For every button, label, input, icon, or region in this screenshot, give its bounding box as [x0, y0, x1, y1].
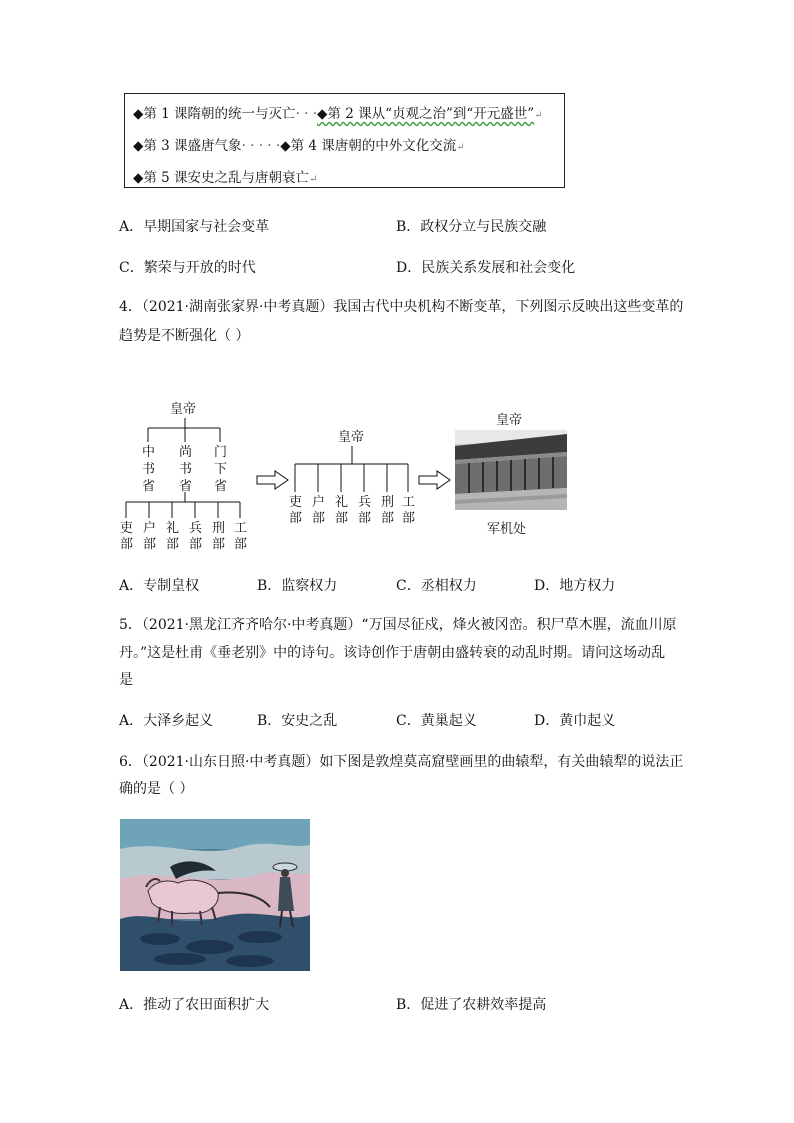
svg-text:书: 书	[179, 462, 193, 477]
svg-text:兵: 兵	[189, 521, 203, 536]
ellipsis: · · ·	[295, 106, 318, 122]
diagram-emperor-1: 皇帝	[170, 402, 197, 417]
diagram-emperor-3: 皇帝	[496, 413, 523, 428]
q4-option-a[interactable]: A．专制皇权	[119, 578, 200, 594]
svg-text:户: 户	[143, 521, 157, 536]
lesson-4: ◆第 4 课唐朝的中外文化交流	[280, 138, 457, 154]
q5-option-d[interactable]: D．黄巾起义	[534, 713, 616, 729]
svg-text:部: 部	[289, 511, 303, 526]
svg-text:部: 部	[335, 511, 349, 526]
q5-option-c[interactable]: C．黄巢起义	[396, 713, 477, 729]
svg-text:吏: 吏	[289, 495, 303, 510]
lesson-3: ◆第 3 课盛唐气象	[133, 138, 242, 154]
svg-text:部: 部	[402, 511, 416, 526]
svg-text:书: 书	[142, 462, 156, 477]
svg-text:省: 省	[214, 479, 228, 494]
lesson-5: ◆第 5 课安史之乱与唐朝衰亡	[133, 170, 310, 186]
svg-text:工: 工	[402, 495, 416, 510]
lesson-row-1	[133, 102, 543, 122]
svg-text:刑: 刑	[381, 495, 395, 510]
q3-option-b[interactable]: B．政权分立与民族交融	[396, 219, 547, 235]
svg-text:部: 部	[381, 511, 395, 526]
q4-option-d[interactable]: D．地方权力	[534, 578, 616, 594]
svg-text:部: 部	[120, 537, 134, 552]
svg-text:尚: 尚	[179, 445, 193, 460]
svg-text:部: 部	[212, 537, 226, 552]
svg-text:礼: 礼	[166, 521, 180, 536]
svg-text:户: 户	[312, 495, 326, 510]
junjichu-photo	[455, 430, 567, 510]
q6-stem-line-2: 确的是（ ）	[119, 781, 194, 797]
svg-text:部: 部	[143, 537, 157, 552]
paragraph-mark: ↵	[309, 174, 318, 185]
q5-option-b[interactable]: B．安史之乱	[257, 713, 338, 729]
svg-text:中: 中	[142, 445, 156, 460]
left-bu-labels	[120, 520, 247, 552]
lesson-1: ◆第 1 课隋朝的统一与灭亡	[133, 106, 296, 122]
q3-option-d[interactable]: D．民族关系发展和社会变化	[396, 260, 576, 276]
q5-stem-line-1: 5．（2021·黑龙江齐齐哈尔·中考真题）“万国尽征戍，烽火被冈峦。积尸草木腥，流血川原	[119, 617, 677, 633]
svg-text:省: 省	[179, 479, 193, 494]
sheng-zhongshu	[142, 444, 155, 494]
dunhuang-mural-image	[120, 819, 310, 971]
q4-stem-line-2: 趋势是不断强化（ ）	[119, 328, 250, 344]
svg-text:部: 部	[189, 537, 203, 552]
q4-option-c[interactable]: C．丞相权力	[396, 578, 477, 594]
svg-text:下: 下	[214, 462, 228, 477]
paragraph-mark: ↵	[456, 142, 465, 153]
svg-text:部: 部	[166, 537, 180, 552]
q3-option-a[interactable]: A．早期国家与社会变革	[119, 219, 270, 235]
sheng-menxia	[214, 445, 227, 494]
q3-option-c[interactable]: C．繁荣与开放的时代	[119, 260, 256, 276]
svg-text:礼: 礼	[335, 495, 349, 510]
svg-text:部: 部	[358, 511, 372, 526]
lesson-list-box	[124, 93, 565, 188]
svg-text:门: 门	[214, 445, 228, 460]
ellipsis: · · · · ·	[241, 138, 281, 154]
q6-option-a[interactable]: A．推动了农田面积扩大	[119, 997, 270, 1013]
q5-stem-line-3: 是	[119, 672, 133, 688]
sheng-shangshu	[179, 444, 192, 494]
central-government-diagram	[112, 398, 692, 558]
svg-text:部: 部	[234, 537, 248, 552]
q5-option-a[interactable]: A．大泽乡起义	[119, 713, 214, 729]
junjichu-label: 军机处	[487, 522, 527, 537]
diagram-emperor-2: 皇帝	[338, 430, 365, 445]
lesson-2: ◆第 2 课从“贞观之治”到“开元盛世”	[317, 106, 535, 122]
svg-text:兵: 兵	[358, 495, 372, 510]
q4-option-b[interactable]: B．监察权力	[257, 578, 338, 594]
q4-stem-line-1: 4．（2021·湖南张家界·中考真题）我国古代中央机构不断变革，下列图示反映出这些变革的	[119, 299, 684, 315]
paragraph-mark: ↵	[534, 110, 543, 121]
middle-bu-labels	[289, 494, 415, 526]
q5-stem-line-2: 丹。”这是杜甫《垂老别》中的诗句。该诗创作于唐朝由盛转衰的动乱时期。请问这场动乱	[119, 645, 666, 661]
svg-text:部: 部	[312, 511, 326, 526]
lesson-row-2	[133, 134, 465, 154]
q6-option-b[interactable]: B．促进了农耕效率提高	[396, 997, 547, 1013]
svg-text:工: 工	[234, 521, 248, 536]
svg-text:省: 省	[142, 479, 156, 494]
q6-stem-line-1: 6．（2021·山东日照·中考真题）如下图是敦煌莫高窟壁画里的曲辕犁，有关曲辕犁的说法正	[119, 754, 684, 770]
lesson-row-3	[133, 166, 317, 186]
svg-text:吏: 吏	[120, 521, 134, 536]
svg-text:刑: 刑	[212, 521, 226, 536]
